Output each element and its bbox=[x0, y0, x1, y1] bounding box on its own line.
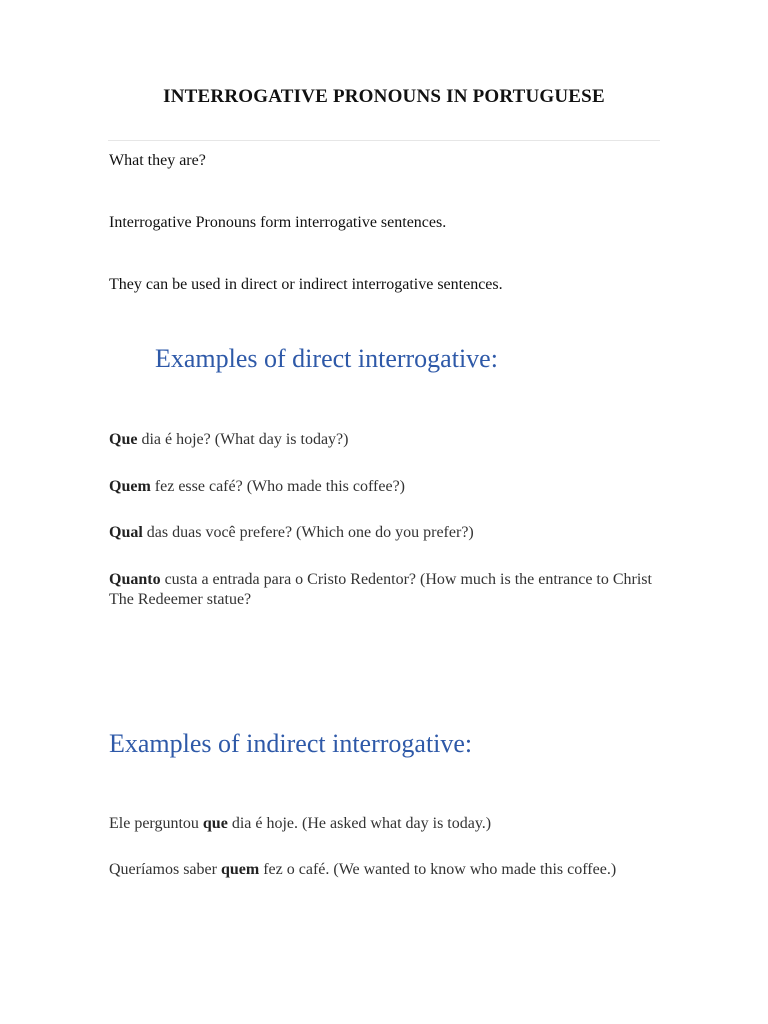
direct-examples-heading: Examples of direct interrogative: bbox=[155, 344, 498, 373]
indirect-example-2 bbox=[109, 860, 657, 880]
pronoun-quem: Quem bbox=[109, 478, 151, 495]
direct-example-1 bbox=[109, 430, 657, 450]
pronoun-que: Que bbox=[109, 431, 138, 448]
example-text: fez o café. (We wanted to know who made this coffee.) bbox=[259, 861, 617, 878]
direct-example-2 bbox=[109, 477, 657, 497]
example-text: Ele perguntou bbox=[109, 815, 203, 832]
example-text: fez esse café? (Who made this coffee?) bbox=[150, 478, 405, 495]
intro-usage: They can be used in direct or indirect interrogative sentences. bbox=[109, 276, 503, 293]
intro-question: What they are? bbox=[109, 152, 206, 169]
pronoun-que: que bbox=[202, 815, 228, 832]
document-title: INTERROGATIVE PRONOUNS IN PORTUGUESE bbox=[163, 86, 605, 107]
indirect-examples-heading: Examples of indirect interrogative: bbox=[109, 729, 473, 758]
pronoun-quem: quem bbox=[220, 861, 260, 878]
direct-example-3 bbox=[109, 523, 657, 543]
indirect-example-1 bbox=[109, 814, 657, 834]
title-divider bbox=[108, 140, 660, 141]
direct-example-4 bbox=[109, 570, 657, 610]
example-text: das duas você prefere? (Which one do you prefer?) bbox=[142, 524, 474, 541]
pronoun-qual: Qual bbox=[109, 524, 143, 541]
pronoun-quanto: Quanto bbox=[109, 571, 161, 588]
example-text: Queríamos saber bbox=[109, 861, 221, 878]
example-text: dia é hoje? (What day is today?) bbox=[137, 431, 349, 448]
example-text: dia é hoje. (He asked what day is today.) bbox=[227, 815, 492, 832]
example-text: custa a entrada para o Cristo Redentor? (How much is the entrance to Christ The Redeemer statue? bbox=[109, 571, 652, 608]
intro-definition: Interrogative Pronouns form interrogative sentences. bbox=[109, 214, 447, 231]
